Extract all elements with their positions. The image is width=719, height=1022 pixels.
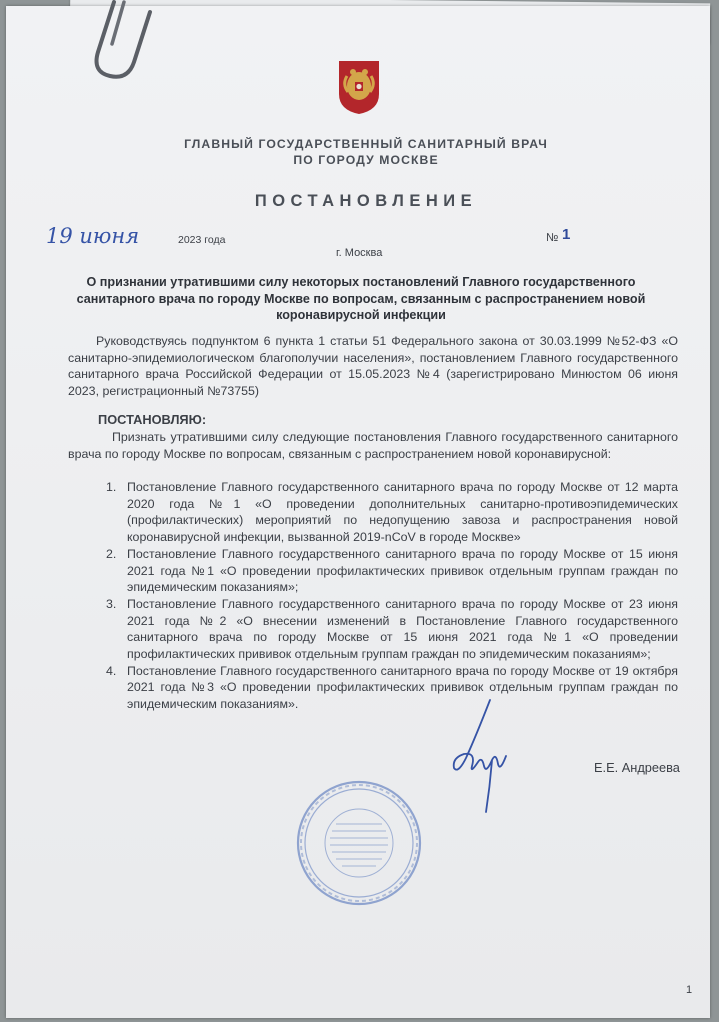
list-item [98, 663, 678, 713]
number-label: № [546, 232, 559, 244]
list-item-text: Постановление Главного государственного санитарного врача по городу Москве от 19 октября 2021 года №3 «О проведении профилактических прививок отдельным группам граждан по эпидемическим показаниям». [127, 663, 678, 712]
issuing-authority [126, 136, 606, 168]
resolve-label: ПОСТАНОВЛЯЮ: [98, 412, 207, 427]
list-item-number: 3. [106, 596, 117, 611]
document-title: О признании утратившими силу некоторых постановлений Главного государственного санитарного врача по городу Москве по вопросам, связанным с распространением новой коронавирусной инфекции [76, 275, 646, 322]
official-seal-stamp-icon [294, 778, 424, 908]
page-number: 1 [686, 984, 693, 996]
coat-of-arms-emblem-icon [336, 58, 382, 116]
authority-line-1: ГЛАВНЫЙ ГОСУДАРСТВЕННЫЙ САНИТАРНЫЙ ВРАЧ [184, 137, 548, 151]
city: г. Москва [336, 247, 383, 259]
list-item-number: 2. [106, 546, 117, 561]
paper-clip-icon [84, 0, 174, 84]
handwritten-date: 19 июня [46, 224, 140, 248]
list-item [98, 546, 678, 596]
revoked-resolutions-list [98, 479, 678, 713]
list-item-number: 4. [106, 663, 117, 678]
authority-line-2: ПО ГОРОДУ МОСКВЕ [293, 153, 439, 167]
list-item-text: Постановление Главного государственного санитарного врача по городу Москве от 12 марта 2020 года №1 «О проведении дополнительных санитарно-противоэпидемических (профилактических) мероприятий по недопущению завоза и распространения новой коронавирусной инфекции, вызванной 2019-nCoV в городе Москве» [127, 480, 678, 545]
list-item [98, 596, 678, 663]
signer-name: Е.Е. Андреева [594, 760, 680, 775]
document-page [6, 6, 710, 1018]
list-item-text: Постановление Главного государственного санитарного врача по городу Москве от 23 июня 2021 года №2 «О внесении изменений в Постановление Главного государственного санитарного врача по городу Москве от 15 июня 2021 года №1 «О проведении профилактических прививок отдельным группам граждан по эпидемическим показаниям»; [127, 596, 678, 662]
preamble-paragraph: Руководствуясь подпунктом 6 пункта 1 статьи 51 Федерального закона от 30.03.1999 №52-ФЗ «О санитарно-эпидемиологическом благополучии населения», постановлением Главного государственного санитарного врача Российской Федерации от 15.05.2023 №4 (зарегистрировано Минюстом 06 июня 2023, регистрационный №73755) [68, 334, 678, 399]
document-type-heading: ПОСТАНОВЛЕНИЕ [254, 192, 478, 210]
intro-paragraph: Признать утратившими силу следующие постановления Главного государственного санитарного врача по городу Москве по вопросам, связанным с распространением новой коронавирусной: [68, 430, 678, 461]
list-item-number: 1. [106, 480, 117, 494]
list-item [98, 479, 678, 546]
handwritten-signature-icon [446, 696, 516, 816]
list-item-text: Постановление Главного государственного санитарного врача по городу Москве от 15 июня 2021 года №1 «О проведении профилактических прививок отдельным группам граждан по эпидемическим показаниям»; [127, 546, 678, 595]
date-year: 2023 года [178, 234, 226, 246]
document-number: 1 [562, 226, 571, 243]
